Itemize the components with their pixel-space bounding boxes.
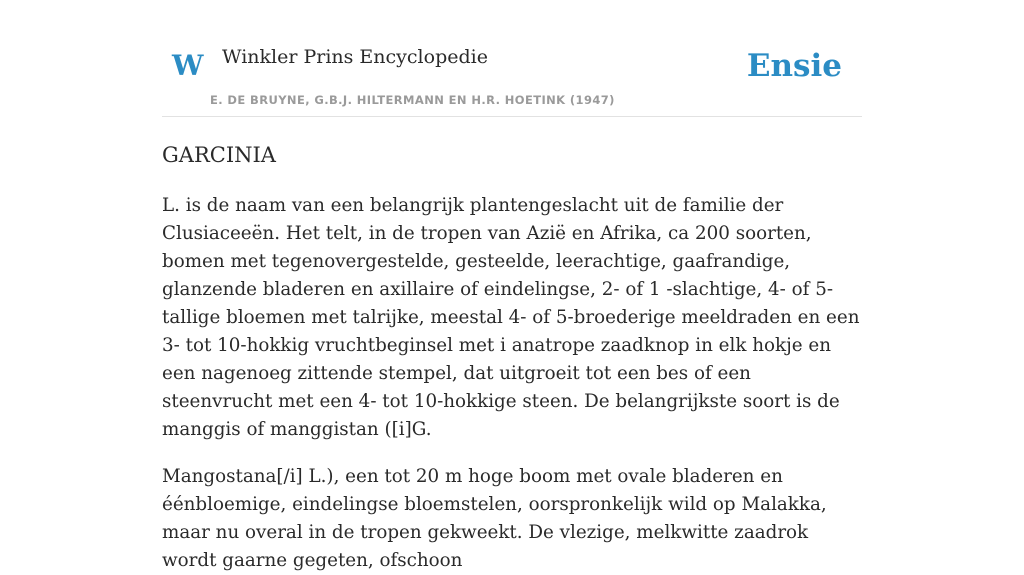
- site-header: [162, 0, 862, 117]
- article-paragraph: Mangostana[/i] L.), een tot 20 m hoge boom met ovale bladeren en éénbloemige, eindelingse bloemstelen, oorspronkelijk wild op Malakka, maar nu overal in de tropen gekweekt. De vlezige, melkwitte zaadrok wordt gaarne gegeten, ofschoon: [162, 466, 827, 572]
- article-title: GARCINIA: [162, 143, 276, 167]
- article-paragraph: L. is de naam van een belangrijk plantengeslacht uit de familie der Clusiaceeën. Het telt, in de tropen van Azië en Afrika, ca 200 soorten, bomen met tegenovergestelde, gesteelde, leerachtige, gaafrandige, glanzende bladeren en axillaire of eindelingse, 2- of 1 -slachtige, 4- of 5-tallige bloemen met talrijke, meestal 4- of 5-broederige meeldraden en een 3- tot 10-hokkig vruchtbeginsel met i anatrope zaadknop in elk hokje en een nagenoeg zittende stempel, dat uitgroeit tot een bes of een steenvrucht met een 4- tot 10-hokkige steen. De belangrijkste soort is de manggis of manggistan ([i]G.: [162, 195, 860, 441]
- brand-logo[interactable]: Ensie: [746, 48, 842, 84]
- logo-icon[interactable]: W: [172, 49, 204, 82]
- article: [162, 142, 862, 575]
- page: [162, 0, 862, 572]
- site-title[interactable]: Winkler Prins Encyclopedie: [222, 46, 488, 68]
- site-authors: E. DE BRUYNE, G.B.J. HILTERMANN EN H.R. HOETINK (1947): [210, 93, 615, 107]
